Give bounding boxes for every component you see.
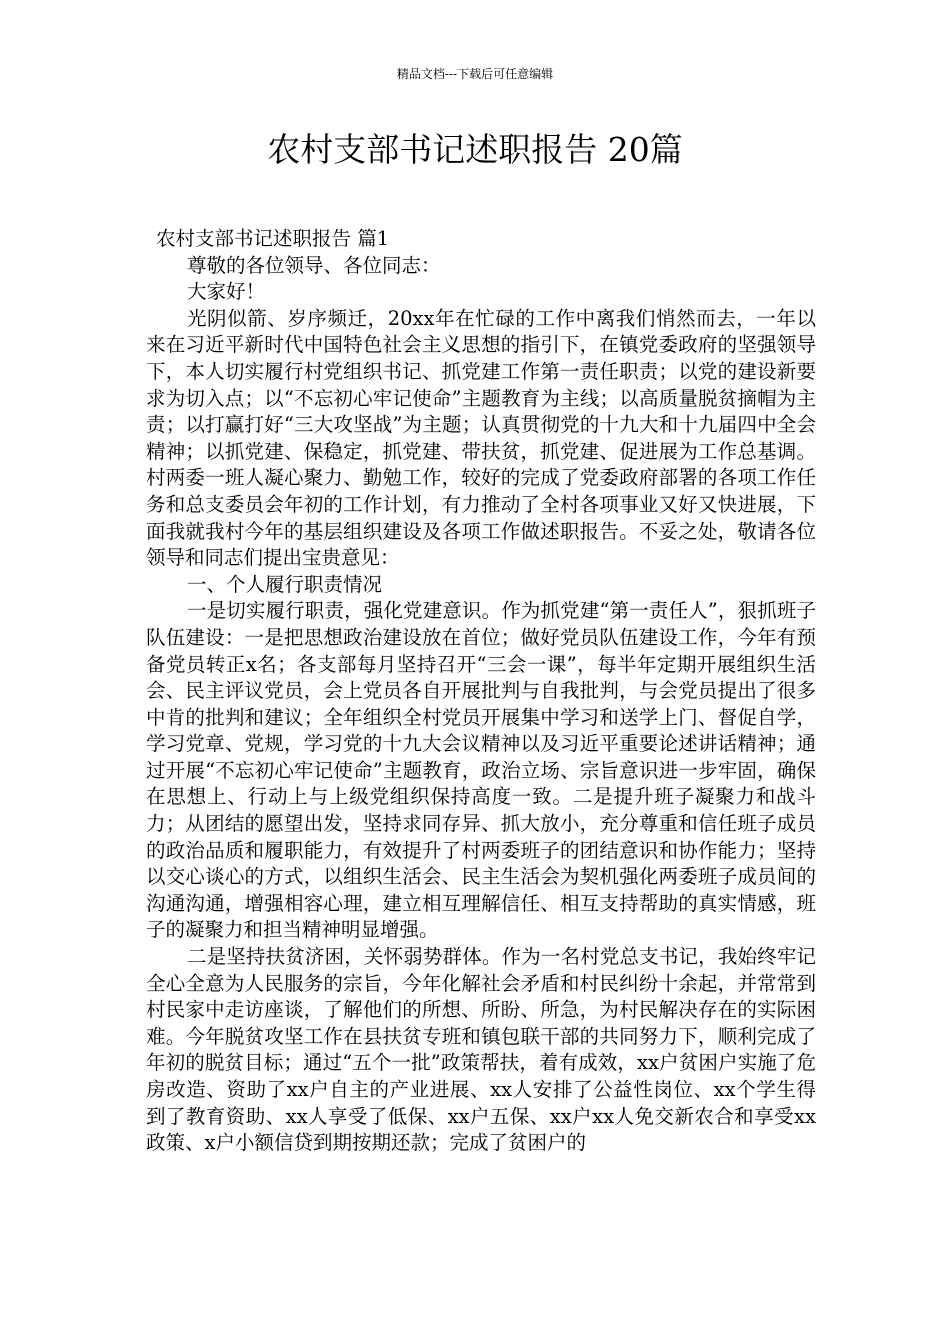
page-header-note: 精品文档---下载后可任意编辑 <box>396 67 554 81</box>
subheading-duties: 一、个人履行职责情况 <box>186 572 382 596</box>
paragraph-party-building: 一是切实履行职责，强化党建意识。作为抓党建“第一责任人”，狠抓班子队伍建设：一是把思想政治建设放在首位；做好党员队伍建设工作，今年有预备党员转正x名；各支部每月坚持召开“三会一课”，每半年定期开展组织生活会、民主评议党员，会上党员各自开展批判与自我批判，与会党员提出了很多中肯的批判和建议；全年组织全村党员开展集中学习和送学上门、督促自学，学习党章、党规，学习党的十九大会议精神以及习近平重要论述讲话精神；通过开展“不忘初心牢记使命”主题教育，政治立场、宗旨意识进一步牢固，确保在思想上、行动上与上级党组织保持高度一致。二是提升班子凝聚力和战斗力；从团结的愿望出发，坚持求同存异、抓大放小，充分尊重和信任班子成员的政治品质和履职能力，有效提升了村两委班子的团结意识和协作能力；坚持以交心谈心的方式，以组织生活会、民主生活会为契机强化两委班子成员间的沟通沟通，增强相容心理，建立相互理解信任、相互支持帮助的真实情感，班子的凝聚力和担当精神明显增强。 <box>146 599 816 942</box>
document-body <box>146 226 816 1157</box>
paragraph-poverty-relief: 二是坚持扶贫济困，关怀弱势群体。作为一名村党总支书记，我始终牢记全心全意为人民服务的宗旨，今年化解社会矛盾和村民纠纷十余起，并常常到村民家中走访座谈，了解他们的所想、所盼、所急，为村民解决存在的实际困难。今年脱贫攻坚工作在县扶贫专班和镇包联干部的共同努力下，顺利完成了年初的脱贫目标；通过“五个一批”政策帮扶，着有成效，xx户贫困户实施了危房改造、资助了xx户自主的产业进展、xx人安排了公益性岗位、xx个学生得到了教育资助、xx人享受了低保、xx户五保、xx户xx人免交新农合和享受xx政策、x户小额信贷到期按期还款；完成了贫困户的 <box>146 945 816 1155</box>
section-heading: 农村支部书记述职报告 篇1 <box>156 227 390 250</box>
document-title: 农村支部书记述职报告 20篇 <box>267 130 683 169</box>
paragraph-intro: 光阴似箭、岁序频迁，20xx年在忙碌的工作中离我们悄然而去，一年以来在习近平新时代中国特色社会主义思想的指引下，在镇党委政府的坚强领导下，本人切实履行村党组织书记、抓党建工作第一责任职责；以党的建设新要求为切入点；以“不忘初心牢记使命”主题教育为主线；以高质量脱贫摘帽为主责；以打赢打好“三大攻坚战”为主题；认真贯彻党的十九大和十九届四中全会精神；以抓党建、保稳定，抓党建、带扶贫，抓党建、促进展为工作总基调。村两委一班人凝心聚力、勤勉工作，较好的完成了党委政府部署的各项工作任务和总支委员会年初的工作计划，有力推动了全村各项事业又好又快进展，下面我就我村今年的基层组织建设及各项工作做述职报告。不妥之处，敬请各位领导和同志们提出宝贵意见： <box>146 306 816 570</box>
greeting: 大家好！ <box>186 280 265 304</box>
salutation: 尊敬的各位领导、各位同志： <box>186 253 441 277</box>
